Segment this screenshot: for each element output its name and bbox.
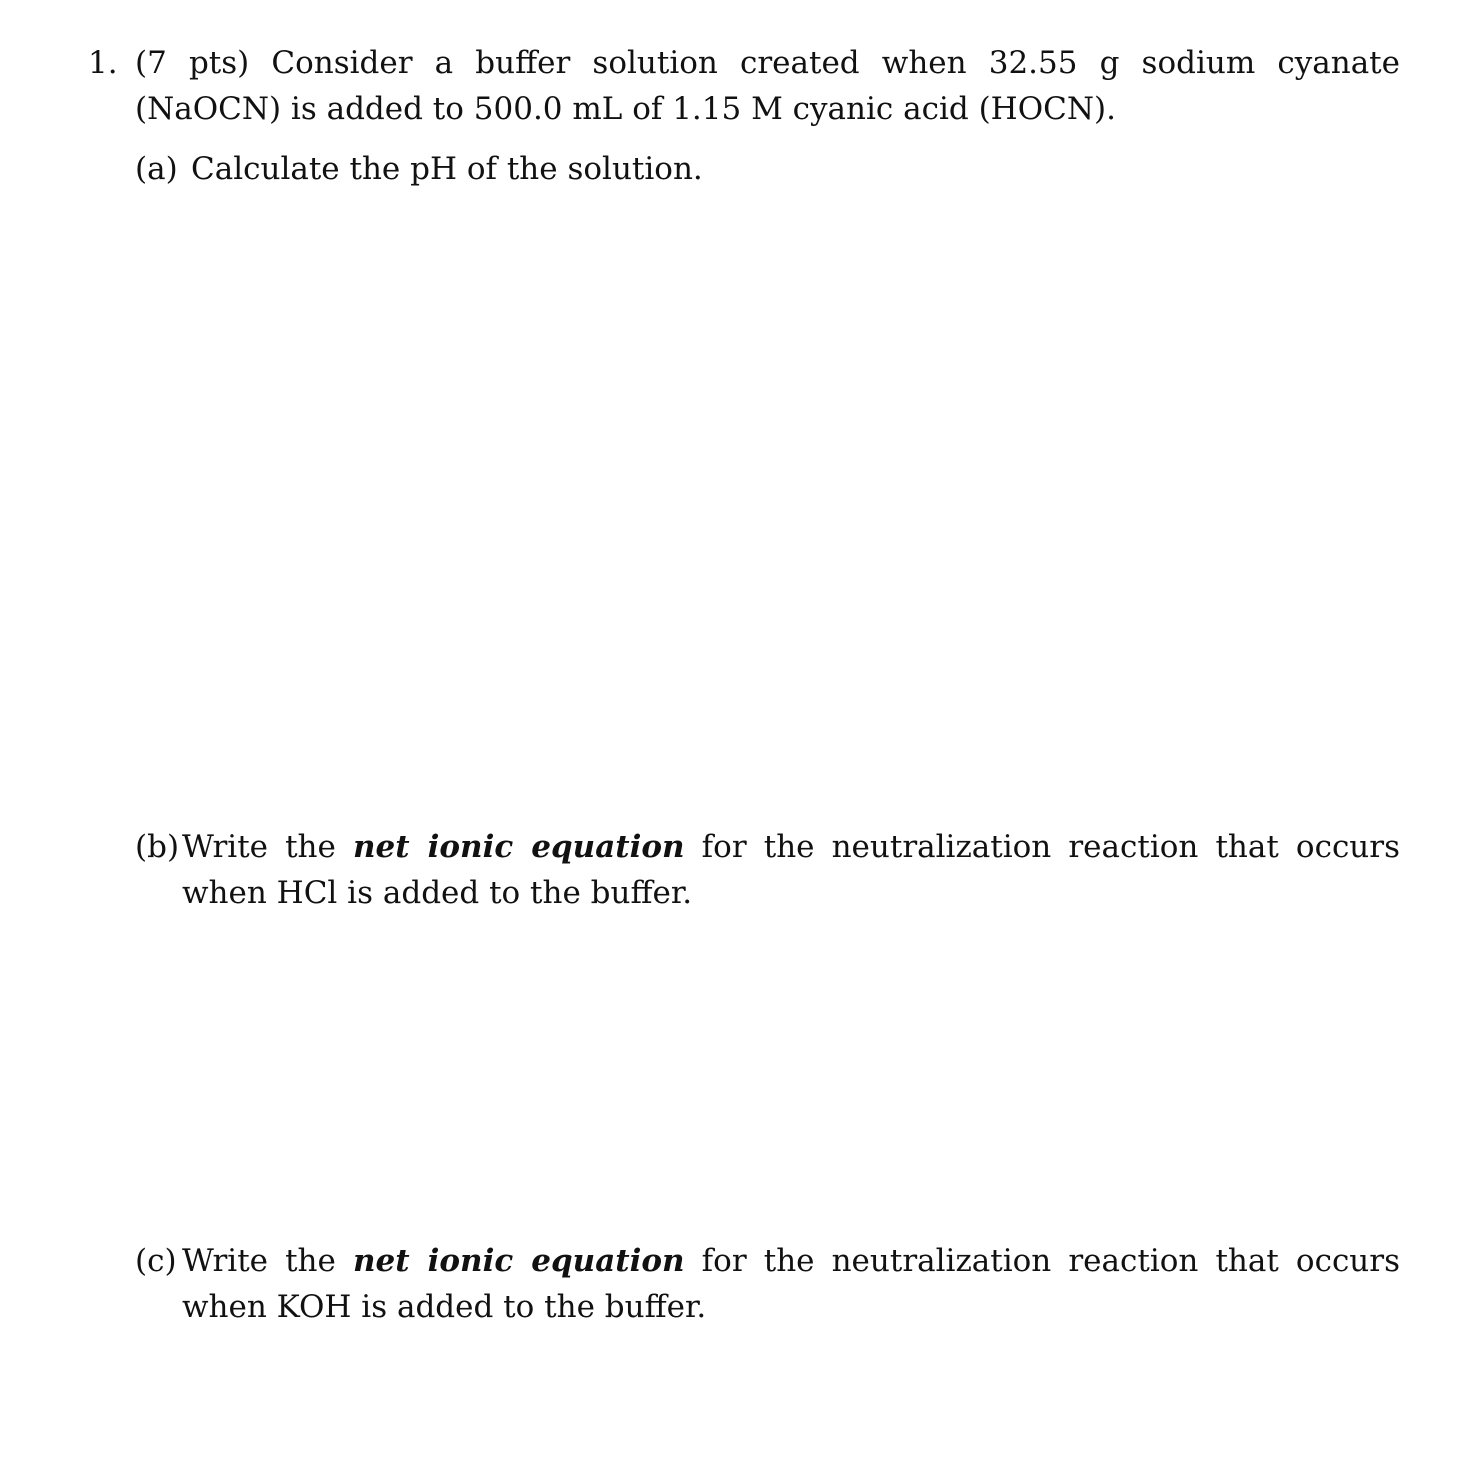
part-a-answer-space	[135, 200, 1400, 810]
part-c-text	[182, 1238, 1400, 1330]
part-c-answer-space	[135, 1340, 1400, 1460]
part-a-label: (a)	[135, 151, 178, 187]
part-a-text: Calculate the pH of the solution.	[191, 151, 703, 187]
part-b	[135, 824, 1400, 916]
part-c-label: (c)	[135, 1243, 177, 1279]
part-b-text-before: Write the	[182, 829, 353, 865]
part-c	[135, 1238, 1400, 1330]
question-number: 1.	[88, 45, 118, 81]
part-b-label: (b)	[135, 829, 180, 865]
question-stem: (7 pts) Consider a buffer solution created when 32.55 g sodium cyanate (NaOCN) is added to 500.0 mL of 1.15 M cyanic acid (HOCN).	[135, 45, 1400, 127]
part-b-text	[182, 824, 1400, 916]
part-b-answer-space	[135, 925, 1400, 1225]
part-a	[135, 146, 1400, 192]
part-c-text-after: for the neutralization reaction that occurs when KOH is added to the buffer.	[182, 1243, 1400, 1325]
part-b-emphasis: net ionic equation	[352, 829, 685, 865]
part-b-text-after: for the neutralization reaction that occurs when HCl is added to the buffer.	[182, 829, 1400, 911]
part-c-emphasis: net ionic equation	[352, 1243, 685, 1279]
part-c-text-before: Write the	[182, 1243, 353, 1279]
